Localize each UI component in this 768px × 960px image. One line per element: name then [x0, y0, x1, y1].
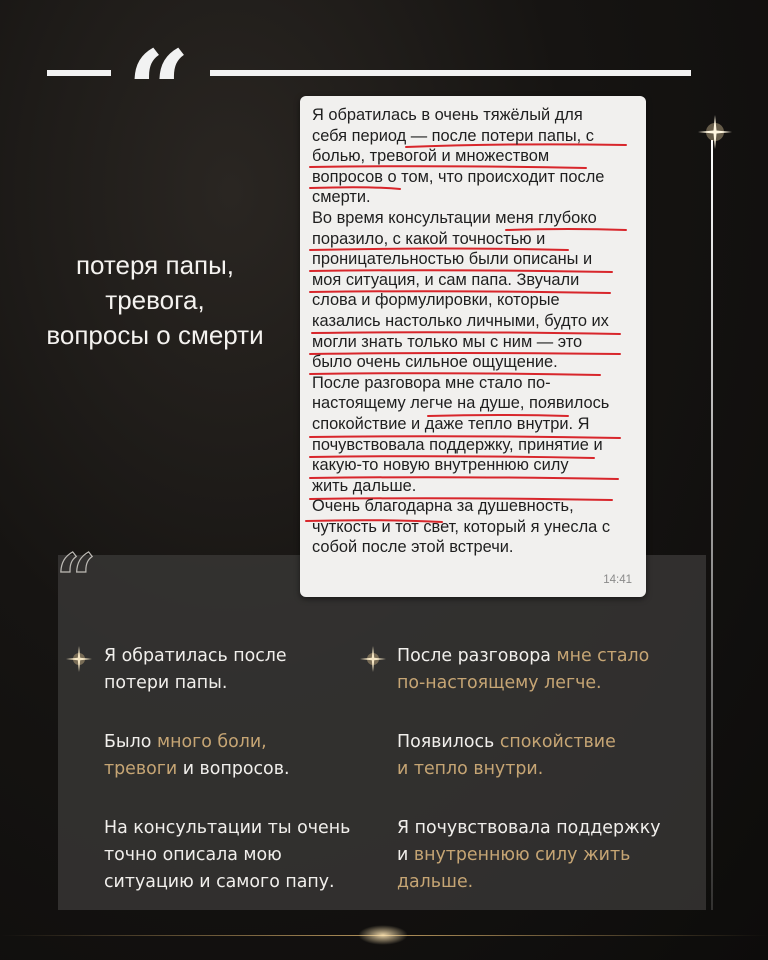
chat-line: жить дальше. [312, 476, 417, 495]
point-highlight: и тепло внутри. [397, 759, 544, 779]
chat-line: спокойствие и даже тепло внутри. Я [312, 414, 590, 433]
point-highlight: дальше. [397, 872, 474, 892]
chat-line: моя ситуация, и сам папа. Звучали [312, 270, 580, 289]
point-highlight: по-настоящему легче. [397, 673, 602, 693]
chat-line: Очень благодарна за душевность, [312, 497, 574, 516]
summary-point [397, 729, 616, 783]
point-highlight: мне стало [556, 646, 650, 666]
caption-line: тревога, [105, 285, 205, 315]
point-line [397, 842, 660, 869]
point-highlight: тревоги [104, 759, 178, 779]
quote-icon: “ [127, 26, 185, 155]
point-line [397, 643, 649, 670]
point-text: Появилось [397, 732, 500, 752]
chat-line: болью, тревогой и множеством [312, 147, 550, 166]
chat-line: После разговора мне стало по- [312, 373, 551, 392]
vertical-divider [711, 140, 713, 910]
chat-line: почувствовала поддержку, принятие и [312, 435, 603, 454]
point-line [104, 729, 289, 756]
chat-line: могли знать только мы с ним — это [312, 332, 583, 351]
point-line: Я обратилась после [104, 646, 287, 666]
point-text: и вопросов. [177, 759, 290, 779]
sparkle-star-icon [358, 644, 388, 674]
chat-line: Во время консультации меня глубоко [312, 208, 597, 227]
point-highlight: внутреннюю силу жить [413, 845, 631, 865]
top-rule-right [210, 70, 691, 76]
point-line: На консультации ты очень [104, 818, 351, 838]
chat-line: какую-то новую внутреннюю силу [312, 456, 569, 475]
message-timestamp: 14:41 [603, 574, 632, 587]
point-line: Я почувствовала поддержку [397, 818, 661, 838]
point-text: После разговора [397, 646, 557, 666]
chat-text [312, 105, 642, 558]
chat-line: собой после этой встречи. [312, 538, 514, 557]
chat-message-bubble [300, 96, 646, 597]
point-line: точно описала мою [104, 845, 282, 865]
chat-line: себя период — после потери папы, с [312, 126, 594, 145]
summary-point [104, 643, 287, 697]
point-text: Было [104, 732, 157, 752]
point-text: и [397, 845, 414, 865]
summary-point [397, 815, 660, 896]
chat-line: было очень сильное ощущение. [312, 353, 558, 372]
point-line [104, 756, 289, 783]
summary-point [104, 729, 289, 783]
point-line [397, 729, 616, 756]
chat-line: проницательностью были описаны и [312, 250, 593, 269]
sparkle-star-icon [64, 644, 94, 674]
sparkle-star-icon [698, 115, 732, 149]
quote-outline-icon: “ [56, 538, 93, 621]
caption-line: вопросы о смерти [46, 320, 264, 350]
point-highlight: спокойствие [499, 732, 616, 752]
summary-point [104, 815, 350, 896]
chat-line: вопросов о том, что происходит после [312, 167, 605, 186]
chat-line: Я обратилась в очень тяжёлый для [312, 106, 583, 124]
chat-line: казались настолько личными, будто их [312, 311, 609, 330]
point-line: потери папы. [104, 673, 228, 693]
chat-line: поразило, с какой точностью и [312, 229, 546, 248]
caption-line: потеря папы, [75, 250, 235, 280]
point-line: ситуацию и самого папу. [104, 872, 335, 892]
topic-caption [20, 248, 290, 353]
top-rule-left [47, 70, 111, 76]
point-highlight: много боли, [156, 732, 267, 752]
summary-point [397, 643, 649, 697]
chat-line: чуткость и тот свет, который я унесла с [312, 517, 611, 536]
chat-line: слова и формулировки, которые [312, 291, 560, 310]
bottom-glow [358, 925, 408, 945]
chat-line: настоящему легче на душе, появилось [312, 394, 610, 413]
chat-line: смерти. [312, 188, 371, 207]
